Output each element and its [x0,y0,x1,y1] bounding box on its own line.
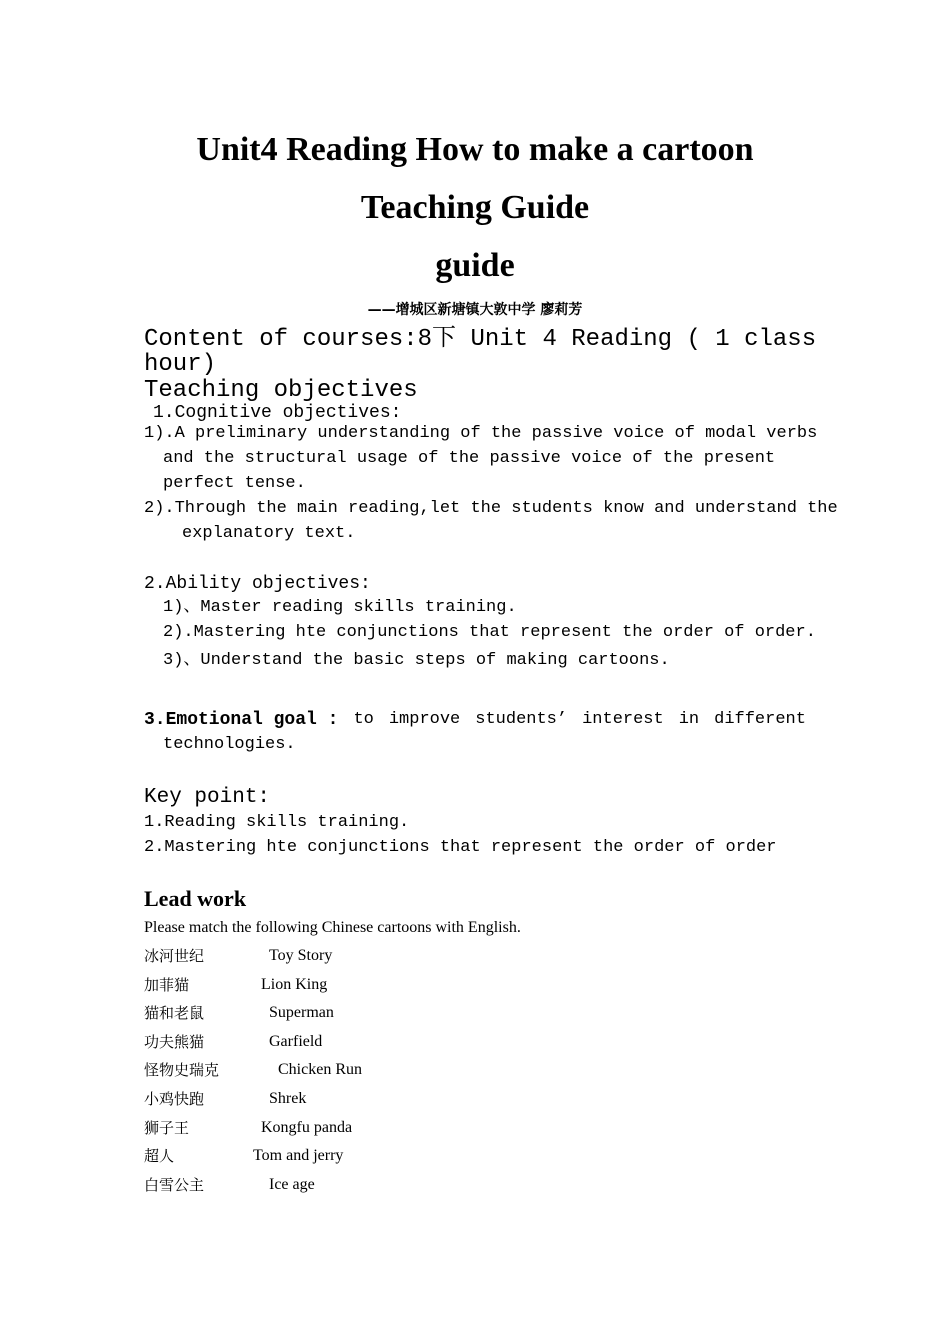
match-english-title: Tom and jerry [253,1147,344,1164]
content-of-courses-line-1: Content of courses:8下 Unit 4 Reading ( 1 class [144,326,817,353]
title-line-3: guide [435,247,515,284]
match-english-title: Lion King [261,976,328,993]
title-line-2: Teaching Guide [360,189,590,226]
emotional-goal-line-2: technologies. [163,735,296,754]
key-point-item-1: 1.Reading skills training. [144,813,410,832]
cognitive-objectives-heading: 1.Cognitive objectives: [153,403,402,423]
match-chinese-title: 超人 [144,1147,175,1165]
emotional-word: to [353,710,374,729]
key-point-heading: Key point: [144,786,271,809]
content-of-courses-line-2: hour) [144,351,217,378]
ability-item-2: 2).Mastering hte conjunctions that represent the order of order. [163,623,816,642]
match-chinese-title: 冰河世纪 [144,947,205,965]
match-chinese-title: 狮子王 [144,1119,190,1137]
match-chinese-title: 小鸡快跑 [144,1090,205,1108]
cognitive-item-1-line-3: perfect tense. [163,474,306,493]
emotional-word: in [678,710,700,729]
emotional-word: improve [388,710,461,729]
match-chinese-title: 加菲猫 [144,976,190,994]
match-english-title: Kongfu panda [261,1119,353,1136]
lead-work-instruction: Please match the following Chinese cartoons with English. [144,919,521,936]
match-english-title: Superman [269,1004,334,1021]
cognitive-item-1-line-2: and the structural usage of the passive voice of the present [163,449,776,468]
match-english-title: Shrek [269,1090,307,1107]
match-chinese-title: 怪物史瑞克 [144,1061,220,1079]
cognitive-item-1-line-1: 1).A preliminary understanding of the passive voice of modal verbs [144,424,818,443]
cognitive-item-2-line-1: 2).Through the main reading,let the students know and understand the [144,499,838,518]
match-english-title: Chicken Run [278,1061,362,1078]
ability-item-1: 1)、Master reading skills training. [163,598,517,617]
title-line-1: Unit4 Reading How to make a cartoon [196,131,754,168]
emotional-word: different [714,710,806,729]
match-chinese-title: 白雪公主 [144,1176,205,1194]
match-english-title: Garfield [269,1033,323,1050]
emotional-word: students’ [475,710,568,729]
author-line: ——增城区新塘镇大敦中学 廖莉芳 [367,302,583,318]
key-point-item-2: 2.Mastering hte conjunctions that represent the order of order [144,838,777,857]
match-english-title: Ice age [269,1176,315,1193]
ability-item-3: 3)、Understand the basic steps of making cartoons. [163,651,670,670]
lead-work-heading: Lead work [144,886,247,911]
match-chinese-title: 猫和老鼠 [144,1004,205,1022]
emotional-goal-line-1 [144,709,806,731]
match-chinese-title: 功夫熊猫 [144,1033,205,1051]
teaching-objectives-heading: Teaching objectives [144,377,418,404]
emotional-goal-label: 3.Emotional goal : [144,710,339,730]
match-english-title: Toy Story [269,947,333,964]
cognitive-item-2-line-2: explanatory text. [182,524,356,543]
emotional-word: interest [582,710,664,729]
ability-objectives-heading: 2.Ability objectives: [144,574,371,594]
